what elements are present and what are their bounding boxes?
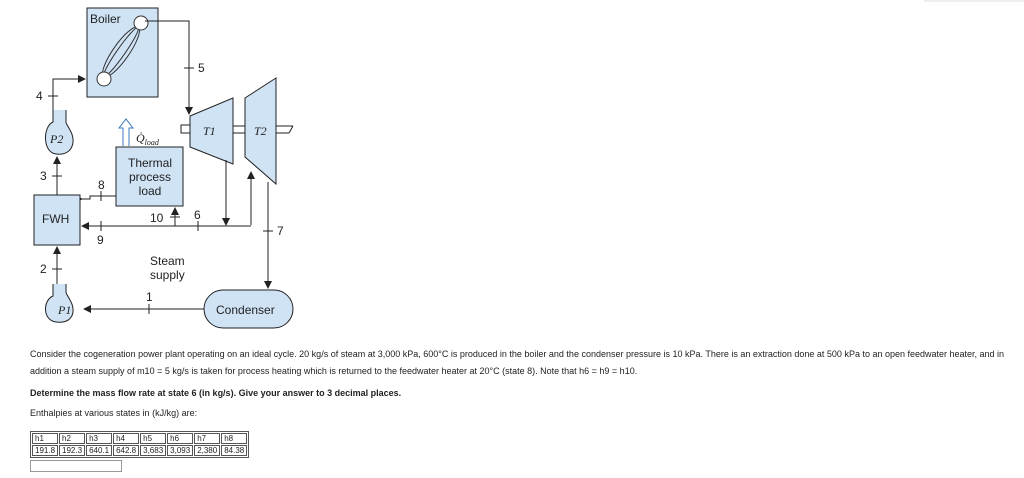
condenser-label: Condenser [216,303,275,317]
header-h3: h3 [86,433,112,444]
answer-input[interactable] [30,460,122,472]
value-h5: 3,683 [140,445,166,456]
fwh-label: FWH [42,212,70,226]
p2-label: P2 [50,132,64,146]
q-load-arrow-icon [119,119,133,146]
value-h4: 642.8 [113,445,139,456]
value-h1: 191.8 [32,445,58,456]
question-block [30,346,1020,422]
feedwater-heater [34,195,80,245]
header-h6: h6 [167,433,193,444]
state-10-label: 10 [150,211,164,225]
shaft-right-end [289,126,293,133]
state-4-label: 4 [36,89,43,103]
shaft-left [181,125,190,133]
task-statement: Determine the mass flow rate at state 6 (in kg/s). Give your answer to 3 decimal places. [30,388,402,398]
value-h6: 3,093 [167,445,193,456]
state-5-label: 5 [198,61,205,75]
t2-label: T2 [254,124,267,138]
header-h5: h5 [140,433,166,444]
enthalpy-value-row [32,445,247,456]
value-h7: 2,380 [194,445,220,456]
problem-statement: Consider the cogeneration power plant operating on an ideal cycle. 20 kg/s of steam at 3,000 kPa, 600°C is produced in the boiler and the condenser pressure is 10 kPa. There is an extraction done at 500 kPa to an open feedwater heater, and in addition a steam supply of m10 = 5 kg/s is taken for process heating which is returned to the feedwater heater at 20°C (state 8). Note that h6 = h9 = h10. [30,349,1005,376]
value-h2: 192.3 [59,445,85,456]
state-1-label: 1 [146,290,153,304]
value-h8: 84.38 [221,445,247,456]
q-load-subscript: load [144,138,159,147]
state-3-label: 3 [40,169,47,183]
pump-p2 [45,110,73,154]
line-state-4 [53,79,85,110]
enthalpy-intro: Enthalpies at various states in (kJ/kg) are: [30,408,198,418]
enthalpy-header-row [32,433,247,444]
thermal-process-load [116,147,183,206]
header-h7: h7 [194,433,220,444]
q-load-label [136,131,160,147]
pump-p1 [45,284,73,322]
turbine-t2 [245,78,276,184]
state-7-label: 7 [277,224,284,238]
p1-label: P1 [58,303,72,317]
q-load-symbol: Q̇ [136,131,145,145]
condenser [204,290,293,328]
t1-label: T1 [203,124,216,138]
steam-supply-line2: supply [150,268,185,282]
state-6-label: 6 [194,208,201,222]
enthalpy-table [30,431,249,458]
state-2-label: 2 [40,262,47,276]
thermal-label-line1: Thermal [127,156,173,170]
state-8-label: 8 [98,178,105,192]
steam-supply-line1: Steam [150,254,185,268]
boiler-label: Boiler [90,12,121,26]
header-h8: h8 [221,433,247,444]
header-h1: h1 [32,433,58,444]
value-h3: 640.1 [86,445,112,456]
thermal-label-line3: load [138,184,162,198]
state-9-label: 9 [97,233,104,247]
thermal-label-line2: process [128,170,172,184]
line-state-8 [82,196,116,199]
header-h2: h2 [59,433,85,444]
header-h4: h4 [113,433,139,444]
turbine-t1 [190,98,233,164]
